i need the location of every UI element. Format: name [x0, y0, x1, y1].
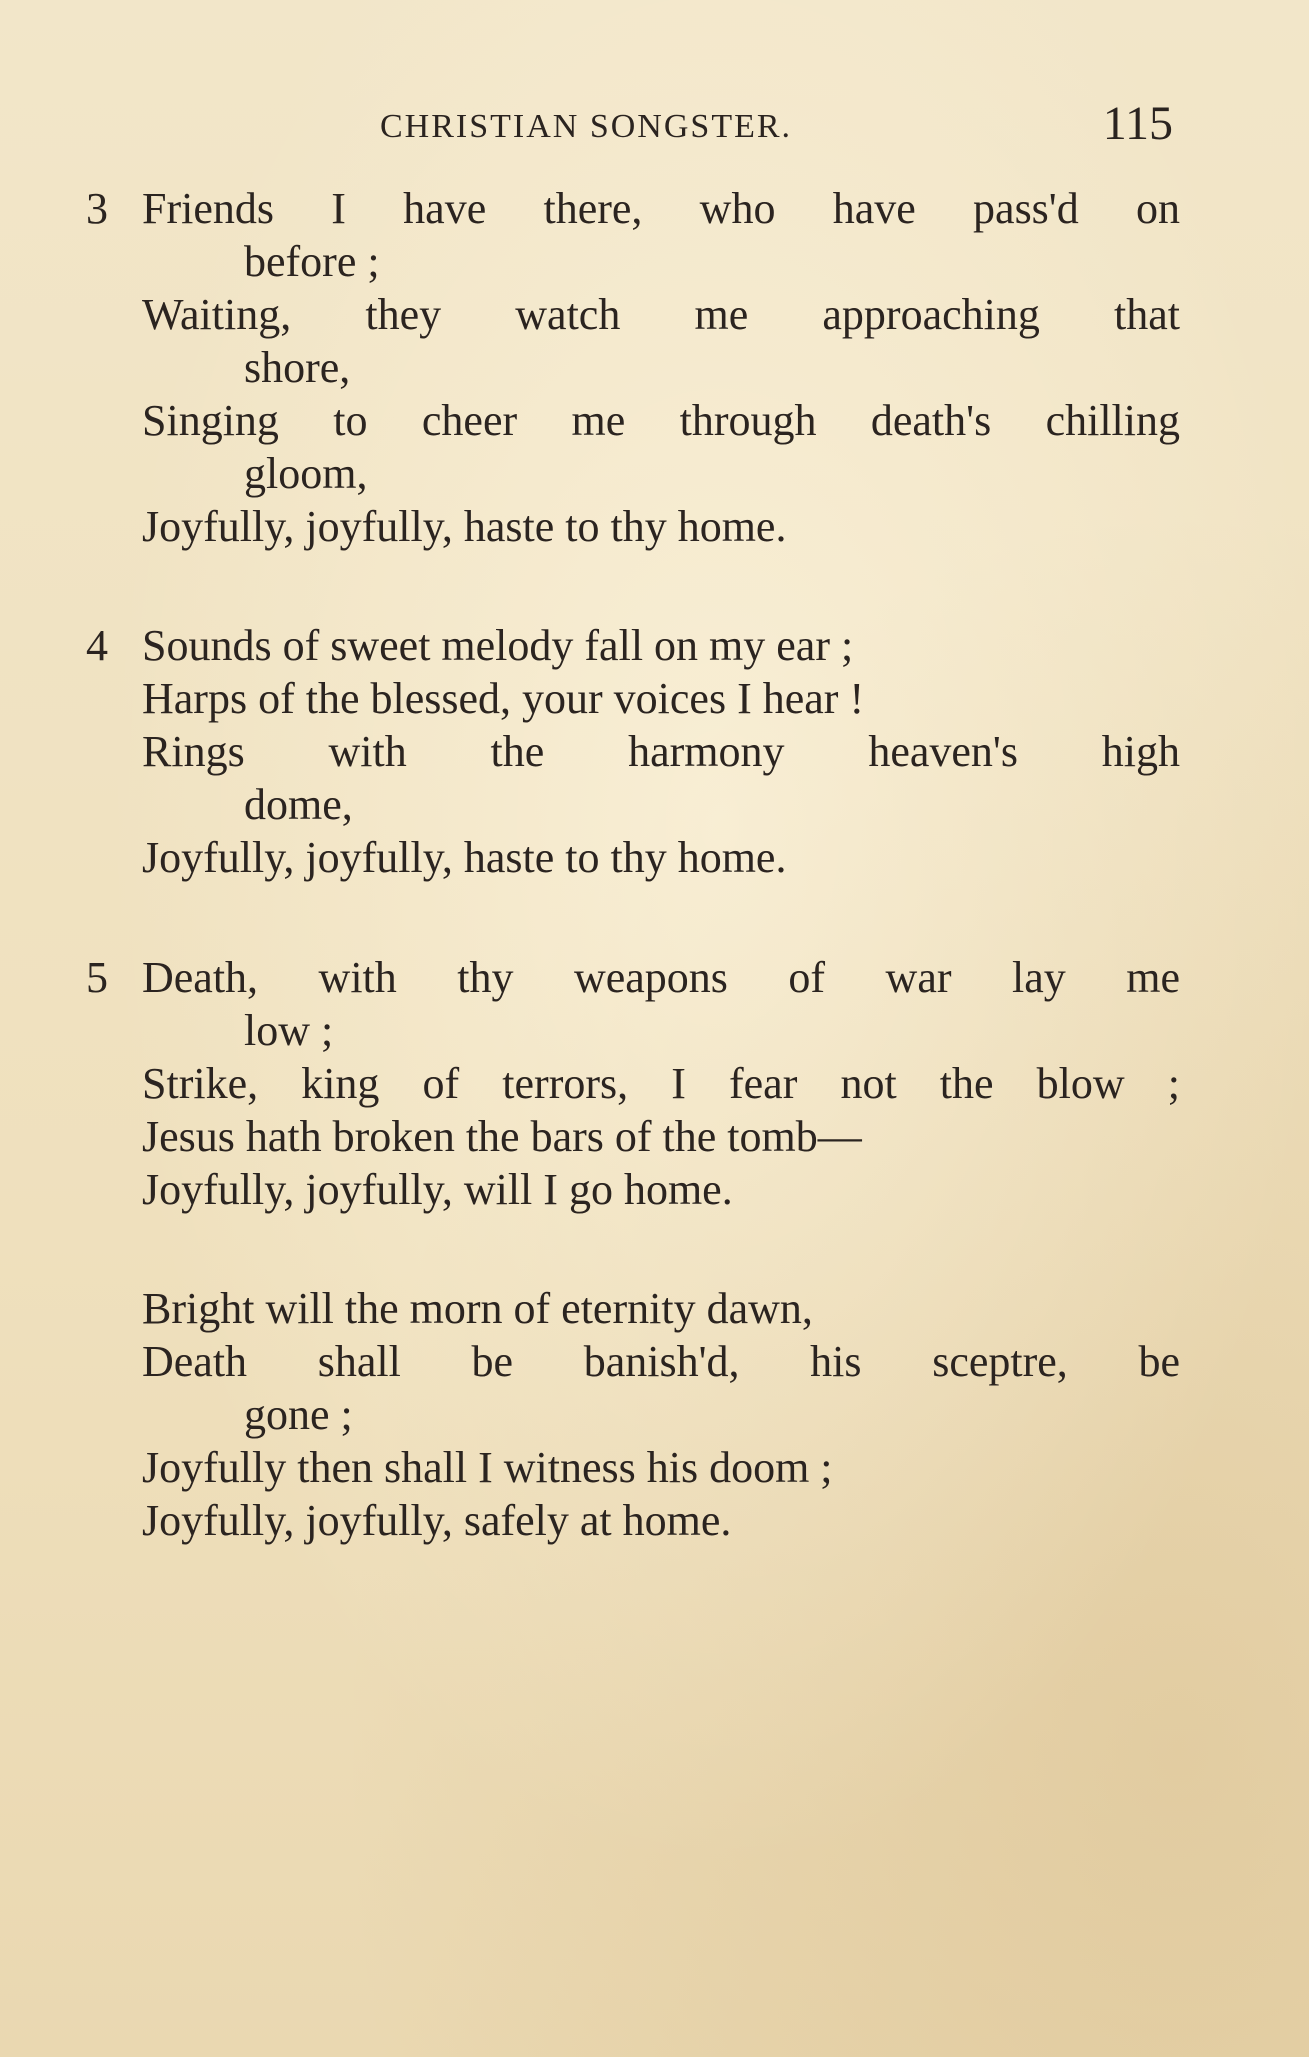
- verse-line: Friends I have there, who have pass'd on: [142, 184, 1180, 233]
- verse-line-continuation: before ;: [244, 237, 380, 286]
- verse-line: Waiting, they watch me approaching that: [142, 290, 1180, 339]
- verse-number: 4: [86, 621, 108, 670]
- verse-refrain: Joyfully, joyfully, haste to thy home.: [142, 502, 787, 551]
- page-number: 115: [1102, 97, 1173, 150]
- verse-line: Death, with thy weapons of war lay me: [142, 953, 1180, 1002]
- verse-3: [0, 182, 1309, 553]
- verse-line: Death shall be banish'd, his sceptre, be: [142, 1337, 1180, 1386]
- verse-line: Sounds of sweet melody fall on my ear ;: [142, 621, 854, 670]
- verse-refrain: Joyfully, joyfully, haste to thy home.: [142, 833, 787, 882]
- verse-refrain: Joyfully, joyfully, safely at home.: [142, 1496, 732, 1545]
- verse-number: 5: [86, 953, 108, 1002]
- verse-line: Singing to cheer me through death's chilling: [142, 396, 1180, 445]
- verse-line: Harps of the blessed, your voices I hear !: [142, 674, 865, 723]
- page-header: [0, 97, 1309, 152]
- verse-line-continuation: dome,: [244, 780, 353, 829]
- verse-refrain: Joyfully, joyfully, will I go home.: [142, 1165, 733, 1214]
- verse-line: Bright will the morn of eternity dawn,: [142, 1284, 813, 1333]
- verse-line: Strike, king of terrors, I fear not the blow ;: [142, 1059, 1180, 1108]
- verse-4: [0, 619, 1309, 884]
- verse-6: [0, 1282, 1309, 1547]
- verse-line: Joyfully then shall I witness his doom ;: [142, 1443, 833, 1492]
- verse-line: Jesus hath broken the bars of the tomb—: [142, 1112, 862, 1161]
- verse-line-continuation: gloom,: [244, 449, 368, 498]
- verse-line-continuation: low ;: [244, 1006, 334, 1055]
- verse-line: Rings with the harmony heaven's high: [142, 727, 1180, 776]
- verse-line-continuation: shore,: [244, 343, 351, 392]
- running-title: CHRISTIAN SONGSTER.: [380, 108, 793, 145]
- verse-line-continuation: gone ;: [244, 1390, 353, 1439]
- verse-5: [0, 951, 1309, 1216]
- verse-number: 3: [86, 184, 108, 233]
